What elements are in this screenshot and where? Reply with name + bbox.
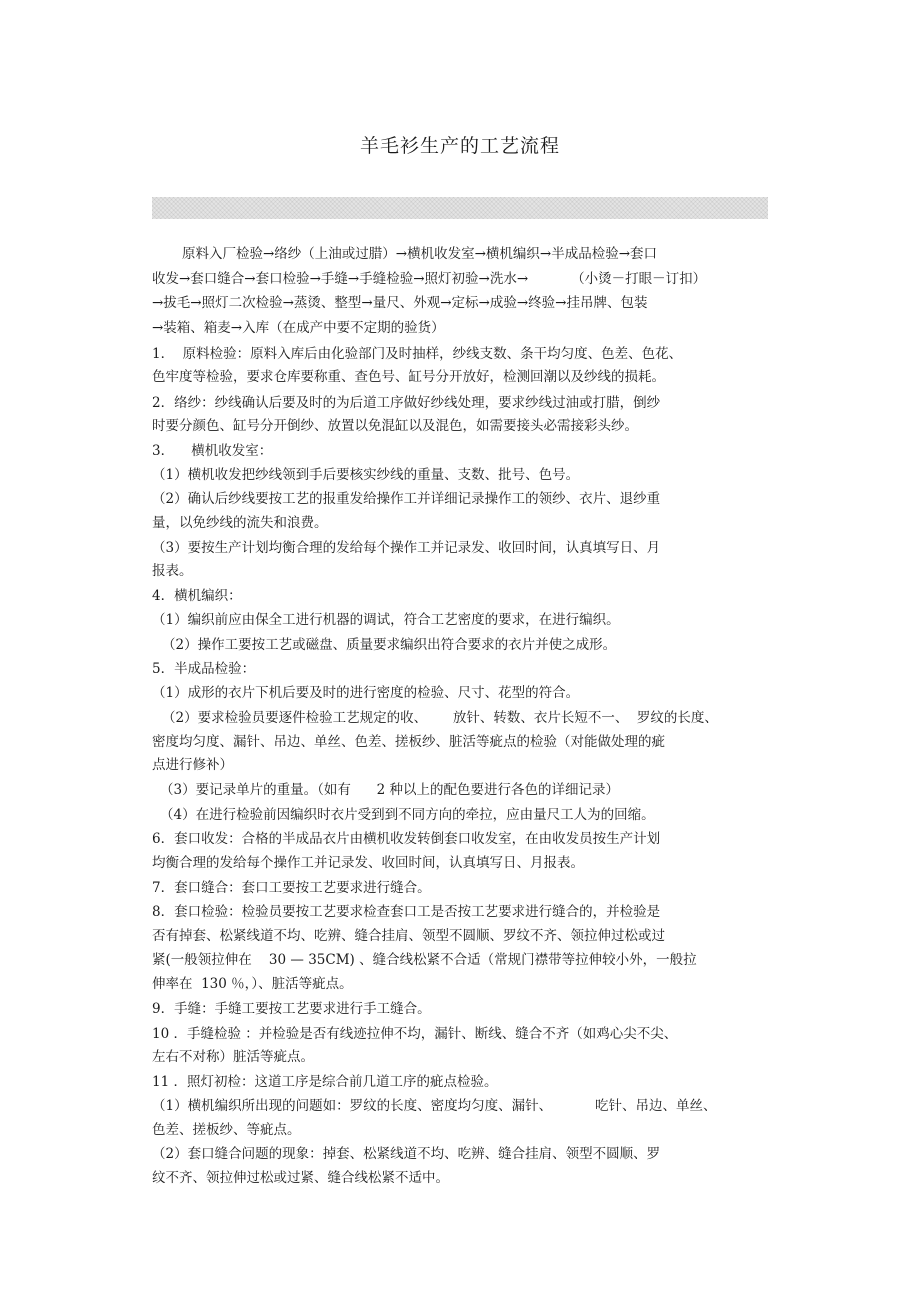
text-line: 5．半成品检验：: [152, 661, 256, 677]
text-line: 8．套口检验：检验员要按工艺要求检查套口工是否按工艺要求进行缝合的，并检验是: [152, 904, 661, 920]
text-line: 均衡合理的发给每个操作工并记录发、收回时间，认真填写日、月报表。: [152, 855, 584, 871]
text-line: 紧(一般领拉伸在 30 — 35CM) 、缝合线松紧不合适（常规门襟带等拉伸较小外，一般拉: [152, 952, 697, 968]
text-line: （2）确认后纱线要按工艺的报重发给操作工并详细记录操作工的领纱、衣片、退纱重: [152, 491, 661, 507]
text-line: 伸率在 130 ％，）、脏活等疵点。: [152, 976, 353, 992]
text-line: （4）在进行检验前因编织时衣片受到到不同方向的牵拉，应由量尺工人为的回缩。: [160, 807, 655, 823]
text-line: 2．络纱：纱线确认后要及时的为后道工序做好纱线处理，要求纱线过油或打腊，倒纱: [152, 395, 661, 411]
text-line: （1）横机收发把纱线领到手后要核实纱线的重量、支数、批号、色号。: [152, 467, 580, 483]
text-line: 9．手缝：手缝工要按工艺要求进行手工缝合。: [152, 1001, 431, 1017]
text-line: 密度均匀度、漏针、吊边、单丝、色差、搓板纱、脏活等疵点的检验（对能做处理的疵: [152, 734, 665, 750]
text-line: 10 ．手缝检验 ：并检验是否有线迹拉伸不均，漏针、断线、缝合不齐（如鸡心尖不尖、: [152, 1026, 678, 1042]
text-line: （2）操作工要按工艺或磁盘、质量要求编织出符合要求的衣片并使之成形。: [162, 637, 617, 653]
text-line: 时要分颜色、缸号分开倒纱、放置以免混缸以及混色，如需要接头必需接彩头纱。: [152, 418, 638, 434]
text-line: （1）编织前应由保全工进行机器的调试，符合工艺密度的要求，在进行编织。: [152, 612, 620, 628]
text-line: 1． 原料检验：原料入库后由化验部门及时抽样，纱线支数、条干均匀度、色差、色花、: [152, 346, 683, 362]
text-line: （1）成形的衣片下机后要及时的进行密度的检验、尺寸、花型的符合。: [152, 685, 580, 701]
text-line: （3）要按生产计划均衡合理的发给每个操作工并记录发、收回时间，认真填写日、月: [152, 540, 661, 556]
text-line: 7．套口缝合：套口工要按工艺要求进行缝合。: [152, 880, 431, 896]
text-line: （2）套口缝合问题的现象：掉套、松紧线道不均、吃辨、缝合挂肩、领型不圆顺、罗: [152, 1146, 661, 1162]
text-line: 报表。: [152, 563, 193, 579]
text-line: 色牢度等检验，要求仓库要称重、查色号、缸号分开放好，检测回潮以及纱线的损耗。: [152, 369, 665, 385]
decorative-band: [152, 197, 768, 219]
text-line: （3）要记录单片的重量。（如有 2 种以上的配色要进行各色的详细记录）: [160, 782, 619, 798]
text-line: 6．套口收发：合格的半成品衣片由横机收发转倒套口收发室，在由收发员按生产计划: [152, 831, 661, 847]
text-line: 11 ．照灯初检：这道工序是综合前几道工序的疵点检验。: [152, 1074, 498, 1090]
text-line: 收发→套口缝合→套口检验→手缝→手缝检验→照灯初验→洗水→ （小烫－打眼－订扣）: [152, 271, 707, 287]
text-line: 否有掉套、松紧线道不均、吃辨、缝合挂肩、领型不圆顺、罗纹不齐、领拉伸过松或过: [152, 928, 665, 944]
text-line: →装箱、箱麦→入库（在成产中要不定期的验货）: [152, 320, 445, 336]
document-title: 羊毛衫生产的工艺流程: [359, 135, 560, 157]
text-line: （1）横机编织所出现的问题如：罗纹的长度、密度均匀度、漏针、 吃针、吊边、单丝、: [152, 1098, 717, 1114]
text-line: （2）要求检验员要逐件检验工艺规定的收、 放针、转数、衣片长短不一、 罗纹的长度、: [162, 710, 718, 726]
text-line: →拔毛→照灯二次检验→蒸烫、整型→量尺、外观→定标→成验→终验→挂吊牌、包装: [152, 295, 648, 311]
text-line: 点进行修补）: [152, 757, 233, 773]
text-line: 量，以免纱线的流失和浪费。: [152, 515, 328, 531]
text-line: 3． 横机收发室：: [152, 443, 273, 459]
text-line: 原料入厂检验→络纱（上油或过腊）→横机收发室→横机编织→半成品检验→套口: [182, 246, 658, 262]
text-line: 4．横机编织：: [152, 588, 242, 604]
text-line: 色差、搓板纱、等疵点。: [152, 1122, 301, 1138]
text-line: 纹不齐、领拉伸过松或过紧、缝合线松紧不适中。: [152, 1170, 449, 1186]
text-line: 左右不对称）脏活等疵点。: [152, 1049, 314, 1065]
